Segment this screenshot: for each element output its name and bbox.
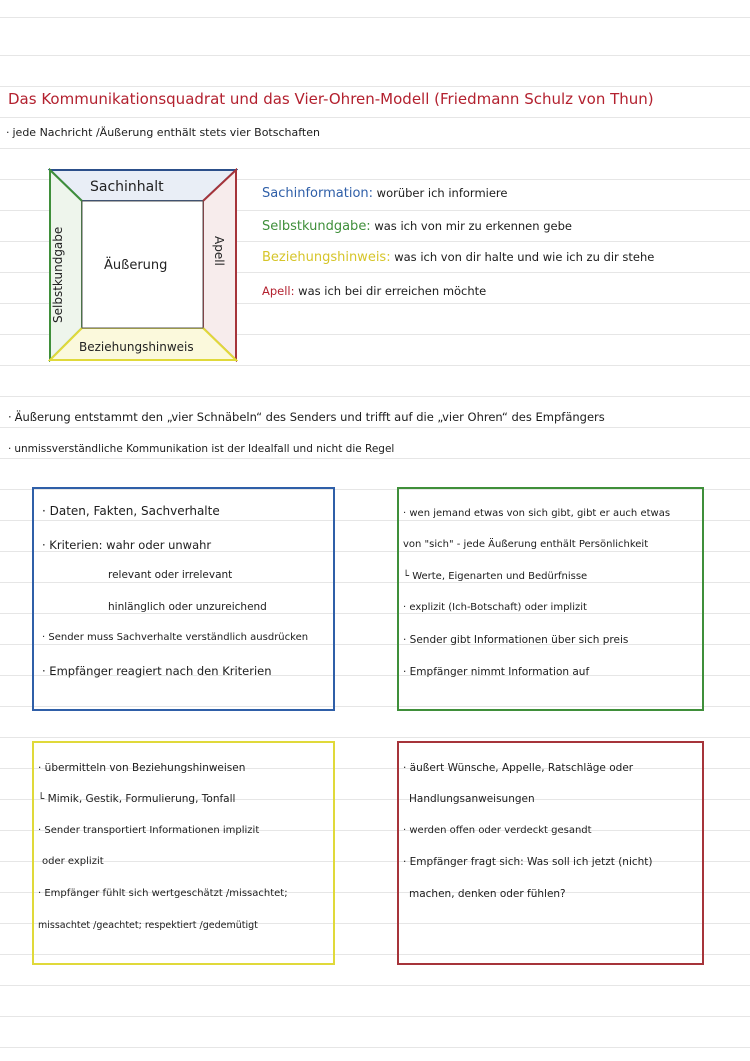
legend-text: was ich bei dir erreichen möchte xyxy=(298,284,487,298)
card-line: · Sender gibt Informationen über sich preis xyxy=(403,634,629,646)
quadrat-label-aeusserung: Äußerung xyxy=(104,258,168,273)
note-line: · Äußerung entstammt den „vier Schnäbeln“ des Senders und trifft auf die „vier Ohren“ des Empfängers xyxy=(8,410,605,424)
card-line: · Empfänger reagiert nach den Kriterien xyxy=(42,664,272,678)
card-selbstkundgabe xyxy=(397,487,704,711)
legend-text: was ich von dir halte und wie ich zu dir stehe xyxy=(394,250,655,264)
legend-item-beziehungshinweis xyxy=(262,250,654,265)
card-line: oder explizit xyxy=(42,856,104,867)
card-line: missachtet /geachtet; respektiert /gedemütigt xyxy=(38,920,258,931)
legend-term: Sachinformation: xyxy=(262,186,374,201)
page-title: Das Kommunikationsquadrat und das Vier-Ohren-Modell (Friedmann Schulz von Thun) xyxy=(8,90,654,108)
intro-line: · jede Nachricht /Äußerung enthält stets vier Botschaften xyxy=(6,126,320,139)
card-line: · übermitteln von Beziehungshinweisen xyxy=(38,762,246,774)
legend-text: worüber ich informiere xyxy=(376,186,508,200)
card-line: └ Mimik, Gestik, Formulierung, Tonfall xyxy=(38,793,236,805)
quadrat-label-sachinhalt: Sachinhalt xyxy=(90,179,164,195)
kommunikationsquadrat-diagram xyxy=(48,168,238,362)
card-line: · Empfänger fragt sich: Was soll ich jetzt (nicht) xyxy=(403,856,653,868)
card-sachinhalt xyxy=(32,487,335,711)
legend-item-selbstkundgabe xyxy=(262,219,572,234)
legend-term: Beziehungshinweis: xyxy=(262,250,391,265)
card-apell xyxy=(397,741,704,965)
card-line: · Empfänger nimmt Information auf xyxy=(403,666,590,678)
quadrat-label-beziehungshinweis: Beziehungshinweis xyxy=(79,340,194,354)
card-line: · Daten, Fakten, Sachverhalte xyxy=(42,504,220,518)
card-line: · Empfänger fühlt sich wertgeschätzt /missachtet; xyxy=(38,888,288,899)
card-line: · Sender muss Sachverhalte verständlich ausdrücken xyxy=(42,632,309,643)
legend-text: was ich von mir zu erkennen gebe xyxy=(374,219,572,233)
quadrat-label-apell: Apell xyxy=(212,236,226,266)
legend-item-apell xyxy=(262,284,486,298)
card-line: von "sich" - jede Äußerung enthält Persönlichkeit xyxy=(403,539,649,550)
card-line: relevant oder irrelevant xyxy=(108,569,233,581)
legend-term: Apell: xyxy=(262,284,295,298)
card-line: Handlungsanweisungen xyxy=(409,793,535,805)
legend-term: Selbstkundgabe: xyxy=(262,219,371,234)
card-line: · wen jemand etwas von sich gibt, gibt er auch etwas xyxy=(403,508,671,519)
card-line: · Kriterien: wahr oder unwahr xyxy=(42,538,212,552)
card-line: · explizit (Ich-Botschaft) oder implizit xyxy=(403,602,587,613)
card-line: hinlänglich oder unzureichend xyxy=(108,601,267,613)
card-line: · Sender transportiert Informationen implizit xyxy=(38,825,260,836)
card-line: machen, denken oder fühlen? xyxy=(409,888,566,900)
legend-item-sachinformation xyxy=(262,186,507,201)
quadrat-label-selbstkundgabe: Selbstkundgabe xyxy=(51,226,65,323)
card-line: · äußert Wünsche, Appelle, Ratschläge oder xyxy=(403,762,634,774)
note-line: · unmissverständliche Kommunikation ist der Idealfall und nicht die Regel xyxy=(8,443,394,455)
card-line: └ Werte, Eigenarten und Bedürfnisse xyxy=(403,571,588,582)
card-line: · werden offen oder verdeckt gesandt xyxy=(403,825,592,836)
card-beziehungshinweis xyxy=(32,741,335,965)
